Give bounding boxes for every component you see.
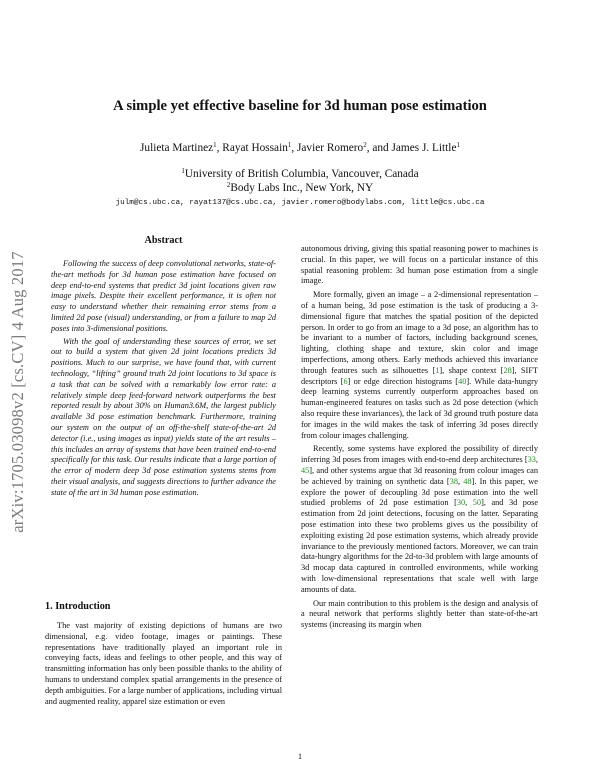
- abstract-paragraph: With the goal of understanding these sources of error, we set out to build a system that given 2d joint locations predicts 3d positions. Much to our surprise, we have found that, with current technology, “lifting” ground truth 2d joint locations to 3d space is a task that can be solved with a remarkably low error rate: a relatively simple deep feed-forward network outperforms the best reported result by about 30% on Human3.6M, the largest publicly available 3d pose estimation benchmark. Furthermore, training our system on the output of an off-the-shelf state-of-the-art 2d detector (i.e., using images as input) yields state of the art results – this includes an array of systems that have been trained end-to-end specifically for this task. Our results indicate that a large portion of the error of modern deep 3d pose estimation systems stems from their visual analysis, and suggests directions to further advance the state of the art in 3d human pose estimation.: [51, 336, 276, 497]
- citation-link[interactable]: 30: [456, 498, 466, 508]
- author-affiliation-mark: 1: [213, 141, 217, 149]
- affiliation-mark: 1: [181, 167, 185, 175]
- author-list: Julieta Martinez$^1$, Rayat Hossain$^1$, Javier Romero$^2$, and James J. Little$^1$: [140, 141, 460, 154]
- affiliation-text: Body Labs Inc., New York, NY: [230, 182, 374, 194]
- affiliation: [60, 182, 540, 194]
- page-number: 1: [297, 751, 303, 761]
- citation-link[interactable]: 48: [463, 476, 472, 486]
- author-name: Javier Romero: [297, 142, 364, 154]
- citation-link[interactable]: 1: [435, 365, 440, 375]
- author-name: Rayat Hossain: [222, 142, 288, 154]
- abstract-heading: Abstract: [144, 235, 183, 246]
- citation-link[interactable]: 45: [301, 465, 310, 475]
- author-affiliation-mark: 1: [456, 141, 460, 149]
- arxiv-sidebar: [0, 212, 36, 572]
- author-affiliation-mark: 2: [363, 141, 367, 149]
- body-paragraph: autonomous driving, giving this spatial reasoning power to machines is crucial. In this paper, we will focus on a particular instance of this spatial reasoning problem: 3d human pose estimation from a single image.: [301, 244, 538, 286]
- citation-link[interactable]: 6: [343, 376, 348, 386]
- citation-link[interactable]: 28: [503, 365, 512, 375]
- section-heading-introduction: 1. Introduction: [45, 601, 111, 612]
- arxiv-identifier[interactable]: arXiv:1705.03098v2 [cs.CV] 4 Aug 2017: [8, 251, 27, 533]
- abstract-body: [45, 259, 282, 499]
- author-name: Julieta Martinez: [140, 142, 214, 154]
- citation-link[interactable]: 38: [449, 476, 458, 486]
- citation-link[interactable]: 40: [458, 376, 467, 386]
- author-name: James J. Little: [391, 142, 457, 154]
- abstract-paragraph: Following the success of deep convolutional networks, state-of-the-art methods for 3d human pose estimation have focused on deep end-to-end systems that predict 3d joint locations given raw image pixels. Despite their excellent performance, it is often not easy to understand whether their remaining error stems from a limited 2d pose (visual) understanding, or from a failure to map 2d poses into 3-dimensional positions.: [51, 259, 276, 333]
- introduction-body: [45, 621, 282, 707]
- body-paragraph: More formally, given an image – a 2-dimensional representation – of a human being, 3d pose estimation is the task of producing a 3-dimensional figure that matches the spatial position of the depicted person. In order to go from an image to a 3d pose, an algorithm has to be invariant to a number of factors, including background scenes, lighting, clothing shape and texture, skin color and image imperfections, among others. Early methods achieved this invariance through features such as silhouettes [1], shape context [28], SIFT descriptors [6] or edge direction histograms [40]. While data-hungry deep learning systems currently outperform approaches based on human-engineered features on tasks such as 2d pose detection (which also require these invariances), the lack of 3d ground truth posture data for images in the wild makes the task of inferring 3d poses directly from colour images challenging.: [301, 290, 538, 440]
- author-emails: julm@cs.ubc.ca, rayat137@cs.ubc.ca, javier.romero@bodylabs.com, little@cs.ubc.ca: [115, 199, 485, 207]
- affiliation-mark: 2: [226, 181, 231, 189]
- right-column: [301, 244, 538, 634]
- affiliation: [60, 168, 540, 180]
- paper-title: A simple yet effective baseline for 3d human pose estimation: [113, 98, 487, 114]
- citation-link[interactable]: 50: [472, 498, 482, 508]
- body-paragraph: Recently, some systems have explored the possibility of directly inferring 3d poses from images with end-to-end deep architectures [33, 45], and other systems argue that 3d reasoning from colour images can be achieved by training on synthetic data [38, 48]. In this paper, we explore the power of decoupling 3d pose estimation into the well studied problems of 2d pose estimation [30, 50], and 3d pose estimation from 2d joint detections, focusing on the latter. Separating pose estimation into these two problems gives us the possibility of exploiting existing 2d pose estimation systems, which already provide invariance to the previously mentioned factors. Moreover, we can train data-hungry algorithms for the 2d-to-3d problem with large amounts of 3d mocap data captured in controlled environments, while working with low-dimensional representations that scale well with large amounts of data.: [301, 444, 539, 594]
- affiliation-text: University of British Columbia, Vancouver, Canada: [184, 168, 419, 180]
- body-paragraph: The vast majority of existing depictions of humans are two dimensional, e.g. video footage, images or paintings. These representations have traditionally played an important role in conveying facts, ideas and feelings to other people, and this way of transmitting information has only been possible thanks to the ability of humans to understand complex spatial arrangements in the presence of depth ambiguities. For a large number of applications, including virtual and augmented reality, apparel size estimation or even: [45, 621, 282, 706]
- body-paragraph: Our main contribution to this problem is the design and analysis of a neural network that performs slightly better than state-of-the-art systems (increasing its margin when: [301, 598, 538, 630]
- citation-link[interactable]: 33: [527, 455, 536, 465]
- author-affiliation-mark: 1: [287, 141, 292, 149]
